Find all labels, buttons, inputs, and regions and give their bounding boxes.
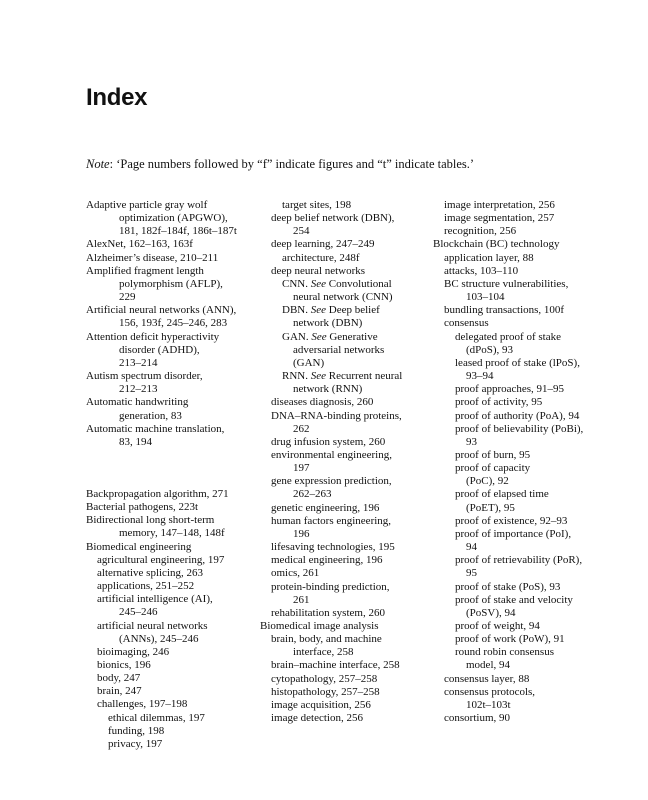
- index-entry: proof of weight, 94: [455, 620, 540, 632]
- index-entry: bionics, 196: [97, 659, 151, 671]
- index-entry: interface, 258: [293, 646, 354, 659]
- index-entry: recognition, 256: [444, 225, 517, 238]
- index-entry: brain–machine interface, 258: [271, 659, 400, 672]
- index-entry: GAN. See Generative: [282, 330, 378, 343]
- index-entry: lifesaving technologies, 195: [271, 541, 395, 554]
- index-entry: network (DBN): [293, 317, 363, 330]
- index-entry: 262: [293, 422, 310, 435]
- index-entry: proof of retrievability (PoR),: [455, 554, 583, 567]
- index-entry: round robin consensus: [455, 646, 554, 659]
- index-entry: 103–104: [466, 291, 505, 304]
- index-entry: funding, 198: [108, 724, 165, 737]
- index-entry: proof of believability (PoBi),: [455, 422, 584, 435]
- index-entry: bundling transactions, 100f: [444, 304, 565, 317]
- index-entry: (dPoS), 93: [466, 343, 514, 356]
- index-entry: histopathology, 257–258: [271, 685, 380, 698]
- index-entry: Bacterial pathogens, 223t: [86, 501, 199, 514]
- index-entry: target sites, 198: [282, 199, 352, 211]
- index-entry: proof of stake (PoS), 93: [455, 580, 561, 593]
- index-entry: proof of importance (PoI),: [455, 527, 572, 540]
- index-entry: (PoET), 95: [466, 501, 515, 514]
- index-entry: DBN. See Deep belief: [282, 304, 380, 317]
- index-entry: gene expression prediction,: [271, 475, 392, 488]
- index-entry: privacy, 197: [108, 737, 163, 750]
- index-entry: 156, 193f, 245–246, 283: [119, 317, 228, 330]
- index-entry: 83, 194: [119, 435, 152, 448]
- index-column-2: [260, 199, 428, 725]
- index-entry: 213–214: [119, 356, 158, 369]
- index-entry: proof of capacity: [455, 462, 531, 475]
- index-entry: proof approaches, 91–95: [455, 383, 565, 396]
- index-entry: 254: [293, 225, 310, 238]
- index-entry: ethical dilemmas, 197: [108, 711, 205, 724]
- index-entry: human factors engineering,: [271, 514, 392, 527]
- index-entry: network (RNN): [293, 383, 363, 396]
- index-entry: challenges, 197–198: [97, 698, 188, 711]
- index-entry: bioimaging, 246: [97, 645, 170, 658]
- index-entry: proof of activity, 95: [455, 396, 543, 409]
- index-entry: cytopathology, 257–258: [271, 672, 378, 685]
- index-entry: agricultural engineering, 197: [97, 553, 225, 566]
- index-entry: Artificial neural networks (ANN),: [86, 304, 237, 317]
- index-entry: Adaptive particle gray wolf: [86, 199, 208, 211]
- index-entry: consortium, 90: [444, 712, 510, 725]
- index-entry: Blockchain (BC) technology: [433, 238, 560, 251]
- index-entry: 197: [293, 462, 310, 475]
- index-entry: proof of authority (PoA), 94: [455, 409, 580, 422]
- index-entry: applications, 251–252: [97, 580, 195, 593]
- index-entry: Autism spectrum disorder,: [86, 370, 203, 383]
- index-entry: artificial neural networks: [97, 619, 208, 632]
- index-entry: consensus protocols,: [444, 685, 536, 698]
- index-entry: body, 247: [97, 672, 141, 685]
- index-entry: brain, 247: [97, 685, 142, 698]
- index-entry: RNN. See Recurrent neural: [282, 370, 403, 383]
- index-entry: (GAN): [293, 356, 325, 369]
- index-entry: proof of elapsed time: [455, 488, 549, 501]
- page-title: Index: [86, 84, 148, 111]
- index-entry: 212–213: [119, 383, 158, 396]
- index-entry: 261: [293, 593, 310, 606]
- note-label: Note: [86, 157, 110, 171]
- index-note: [86, 157, 474, 172]
- index-entry: Automatic handwriting: [86, 396, 189, 409]
- index-entry: 95: [466, 567, 477, 580]
- index-entry: delegated proof of stake: [455, 330, 561, 343]
- index-entry: BC structure vulnerabilities,: [444, 277, 569, 290]
- index-entry: omics, 261: [271, 567, 320, 580]
- index-entry: consensus layer, 88: [444, 672, 530, 685]
- section-gap: [86, 449, 256, 488]
- index-entry: 93–94: [466, 370, 494, 383]
- index-column-3: [433, 199, 613, 725]
- note-text: : ‘Page numbers followed by “f” indicate figures and “t” indicate tables.’: [109, 157, 475, 171]
- index-entry: environmental engineering,: [271, 448, 392, 461]
- index-entry: 93: [466, 435, 477, 448]
- index-entry: 262–263: [293, 488, 332, 501]
- index-entry: application layer, 88: [444, 251, 534, 264]
- index-entry: proof of existence, 92–93: [455, 514, 568, 527]
- index-entry: deep learning, 247–249: [271, 238, 375, 251]
- index-entry: Biomedical engineering: [86, 540, 192, 553]
- index-entry: Biomedical image analysis: [260, 620, 379, 632]
- index-entry: model, 94: [466, 659, 510, 672]
- index-entry: CNN. See Convolutional: [282, 277, 392, 290]
- index-entry: adversarial networks: [293, 343, 385, 356]
- index-entry: generation, 83: [119, 409, 182, 422]
- index-entry: Backpropagation algorithm, 271: [86, 487, 229, 500]
- index-entry: (PoC), 92: [466, 475, 509, 488]
- index-entry: polymorphism (AFLP),: [119, 277, 223, 290]
- index-entry: attacks, 103–110: [444, 264, 519, 277]
- index-entry: leased proof of stake (lPoS),: [455, 356, 580, 369]
- index-entry: AlexNet, 162–163, 163f: [86, 238, 193, 251]
- index-entry: 229: [119, 291, 136, 304]
- index-entry: architecture, 248f: [282, 251, 360, 264]
- index-entry: memory, 147–148, 148f: [119, 527, 225, 540]
- index-entry: rehabilitation system, 260: [271, 606, 385, 619]
- index-entry: (ANNs), 245–246: [119, 632, 199, 645]
- index-entry: proof of burn, 95: [455, 448, 531, 461]
- index-entry: 181, 182f–184f, 186t–187t: [119, 225, 237, 238]
- index-entry: 196: [293, 527, 310, 540]
- index-entry: alternative splicing, 263: [97, 566, 203, 579]
- index-entry: Automatic machine translation,: [86, 422, 225, 435]
- index-entry: Attention deficit hyperactivity: [86, 330, 220, 343]
- index-entry: 94: [466, 541, 477, 554]
- index-entry: image interpretation, 256: [444, 199, 555, 211]
- index-entry: proof of work (PoW), 91: [455, 633, 565, 646]
- index-entry: neural network (CNN): [293, 291, 393, 304]
- index-entry: Alzheimer’s disease, 210–211: [86, 251, 219, 264]
- index-entry: deep belief network (DBN),: [271, 212, 395, 225]
- index-entry: image segmentation, 257: [444, 212, 555, 225]
- index-entry: deep neural networks: [271, 264, 366, 277]
- index-entry: DNA–RNA-binding proteins,: [271, 409, 402, 422]
- index-entry: drug infusion system, 260: [271, 435, 386, 448]
- index-entry: 102t–103t: [466, 698, 511, 711]
- index-entry: Bidirectional long short-term: [86, 514, 215, 527]
- index-entry: (PoSV), 94: [466, 606, 516, 619]
- index-column-1: [86, 199, 256, 751]
- index-entry: medical engineering, 196: [271, 554, 383, 567]
- index-entry: brain, body, and machine: [271, 633, 382, 646]
- index-entry: 245–246: [119, 606, 158, 619]
- index-entry: protein-binding prediction,: [271, 580, 390, 593]
- index-entry: genetic engineering, 196: [271, 501, 380, 514]
- index-entry: proof of stake and velocity: [455, 593, 573, 606]
- index-entry: disorder (ADHD),: [119, 343, 200, 356]
- index-entry: diseases diagnosis, 260: [271, 396, 374, 409]
- index-entry: image acquisition, 256: [271, 698, 371, 711]
- index-entry: consensus: [444, 317, 489, 330]
- index-entry: artificial intelligence (AI),: [97, 593, 213, 606]
- index-entry: optimization (APGWO),: [119, 212, 228, 225]
- index-entry: image detection, 256: [271, 712, 363, 725]
- index-entry: Amplified fragment length: [86, 264, 204, 277]
